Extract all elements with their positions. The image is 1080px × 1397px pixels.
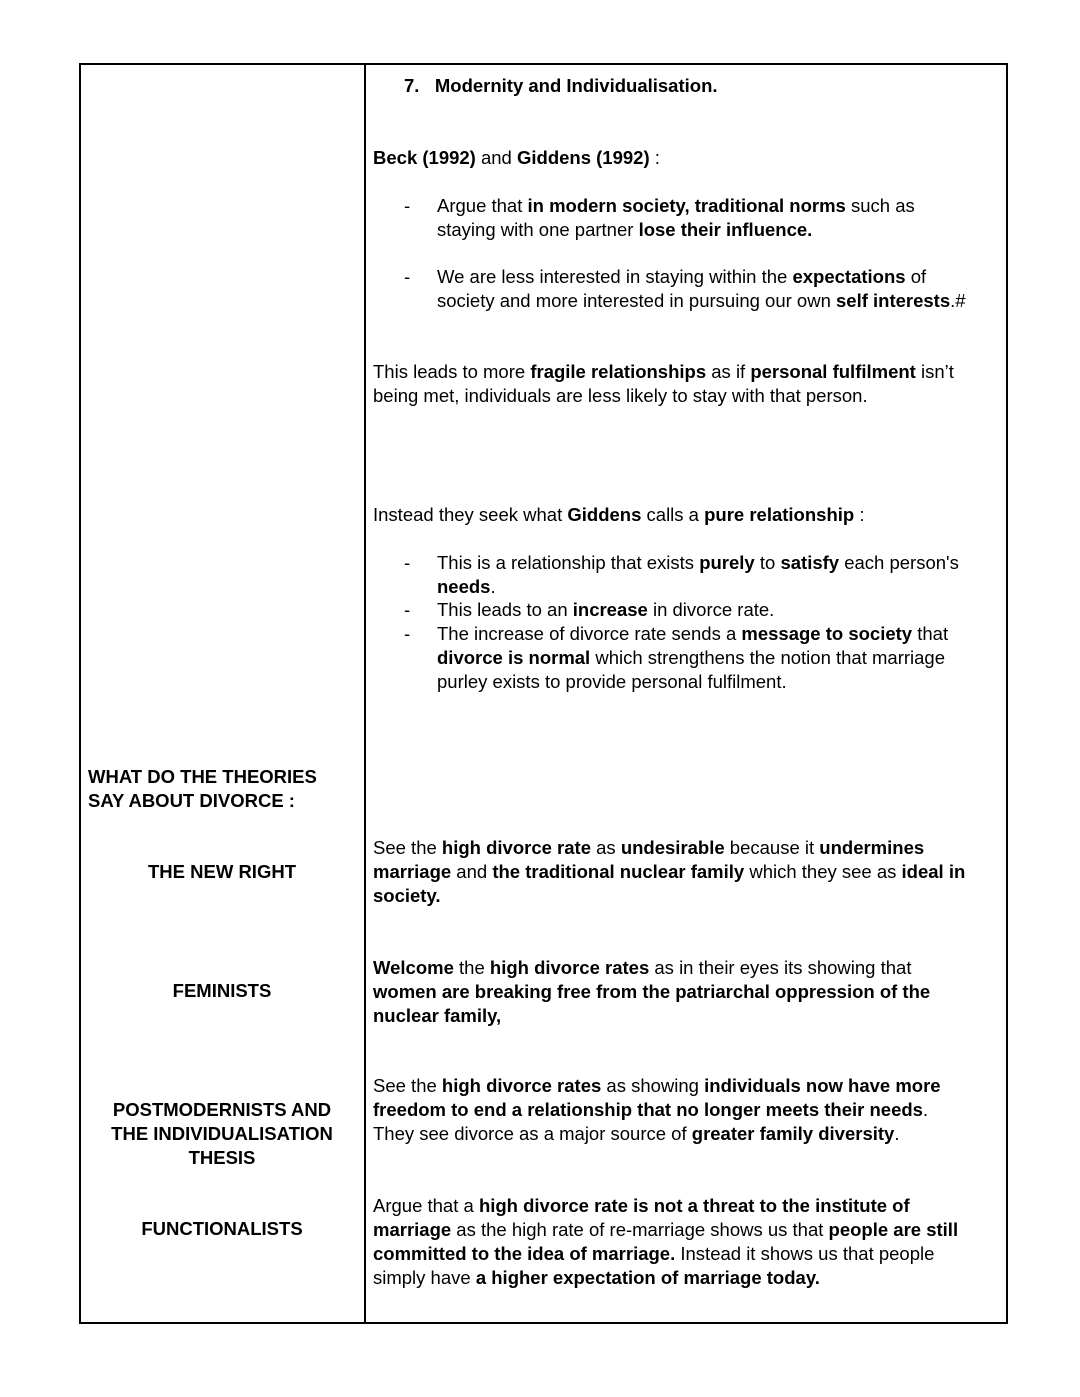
text: high divorce rate is not a threat to the institute of [478, 1195, 910, 1216]
column-divider [364, 65, 366, 1322]
text: divorce is normal [437, 647, 591, 668]
text: This leads to an [437, 599, 573, 620]
text: as in their eyes its showing that [649, 957, 912, 978]
text: calls a [641, 504, 705, 525]
bullet-dash: - [404, 195, 411, 216]
text: lose their influence. [638, 219, 813, 240]
pure-bullet-1-line-1 [437, 551, 959, 575]
text: personal fulfilment [750, 361, 916, 382]
text: pure relationship [704, 504, 855, 525]
text: in modern society, traditional norms [527, 195, 846, 216]
functionalists-line-2 [373, 1218, 958, 1242]
bullet-dash: - [404, 552, 411, 573]
text: simply have [373, 1267, 476, 1288]
text: such as [845, 195, 915, 216]
postmodernists-label-line-3: THESIS [188, 1147, 256, 1168]
text: freedom to end a relationship that no longer meets their needs [373, 1099, 923, 1120]
functionalists-label: FUNCTIONALISTS [141, 1218, 303, 1239]
text: undesirable [620, 837, 725, 858]
postmodernists-line-2 [373, 1098, 928, 1122]
text: that [912, 623, 949, 644]
text: as if [706, 361, 751, 382]
functionalists-line-3 [373, 1242, 934, 1266]
bullet-dash: - [404, 266, 411, 287]
text: which they see as [744, 861, 902, 882]
section-heading [404, 74, 718, 98]
new-right-line-2 [373, 860, 965, 884]
text: See the [373, 1075, 442, 1096]
text: fragile relationships [530, 361, 707, 382]
text: greater family diversity [691, 1123, 895, 1144]
feminists-line-2 [373, 980, 930, 1004]
pure-bullet-3-line-2 [437, 646, 945, 670]
author-giddens: Giddens (1992) [517, 147, 650, 168]
text: to [754, 552, 781, 573]
text: satisfy [780, 552, 840, 573]
author-beck: Beck (1992) [373, 147, 476, 168]
section-title: Modernity and Individualisation. [434, 75, 718, 96]
text: people are still [828, 1219, 959, 1240]
text: high divorce rate [441, 837, 591, 858]
text: .# [950, 290, 966, 311]
text: See the [373, 837, 442, 858]
text: message to society [741, 623, 913, 644]
theories-heading-line-1: WHAT DO THE THEORIES [88, 766, 317, 787]
feminists-line-3 [373, 1004, 501, 1028]
text: Instead it shows us that people [675, 1243, 935, 1264]
text: of [905, 266, 927, 287]
postmodernists-label-line-1: POSTMODERNISTS AND [112, 1099, 332, 1120]
text: staying with one partner [437, 219, 639, 240]
postmodernists-line-3 [373, 1122, 899, 1146]
text: as [591, 837, 621, 858]
text: Argue that a [373, 1195, 479, 1216]
text: society. [373, 885, 441, 906]
section-number: 7. [404, 75, 420, 96]
fragile-paragraph-line-2: being met, individuals are less likely to stay with that person. [373, 385, 868, 406]
text: . [490, 576, 496, 597]
text: We are less interested in staying within the [437, 266, 793, 287]
text: needs [437, 576, 491, 597]
theories-heading-line-2: SAY ABOUT DIVORCE : [88, 790, 295, 811]
authors-line [373, 146, 660, 170]
text: high divorce rates [489, 957, 650, 978]
text: Welcome [373, 957, 454, 978]
text: and [451, 861, 493, 882]
text: Argue that [437, 195, 528, 216]
fragile-paragraph-line-1 [373, 360, 954, 384]
text: because it [724, 837, 820, 858]
argue-bullet-2-line-1 [437, 265, 926, 289]
text: This is a relationship that exists [437, 552, 700, 573]
argue-bullet-1-line-2 [437, 218, 812, 242]
text: as the high rate of re-marriage shows us that [451, 1219, 829, 1240]
text: each person's [839, 552, 959, 573]
new-right-label: THE NEW RIGHT [148, 861, 296, 882]
text: as showing [601, 1075, 705, 1096]
postmodernists-line-1 [373, 1074, 941, 1098]
pure-bullet-3-line-3: purley exists to provide personal fulfilment. [437, 671, 787, 692]
pure-relationship-intro [373, 503, 864, 527]
text: a higher expectation of marriage today. [475, 1267, 820, 1288]
text: in divorce rate. [647, 599, 775, 620]
text: ideal in [901, 861, 966, 882]
postmodernists-label-line-2: THE INDIVIDUALISATION [111, 1123, 333, 1144]
text: expectations [792, 266, 906, 287]
pure-bullet-2 [437, 598, 774, 622]
feminists-line-1 [373, 956, 911, 980]
text: Giddens [567, 504, 642, 525]
argue-bullet-1-line-1 [437, 194, 915, 218]
new-right-line-3 [373, 884, 441, 908]
text: increase [572, 599, 648, 620]
text: : [854, 504, 865, 525]
text: Instead they seek what [373, 504, 568, 525]
text: The increase of divorce rate sends a [437, 623, 742, 644]
text: purely [699, 552, 755, 573]
authors-and: and [475, 147, 517, 168]
pure-bullet-3-line-1 [437, 622, 948, 646]
feminists-label: FEMINISTS [172, 980, 272, 1001]
text: . [894, 1123, 900, 1144]
text: the traditional nuclear family [492, 861, 745, 882]
pure-bullet-1-line-2 [437, 575, 496, 599]
text: nuclear family, [373, 1005, 502, 1026]
text: committed to the idea of marriage. [373, 1243, 676, 1264]
text: which strengthens the notion that marriage [590, 647, 945, 668]
text: This leads to more [373, 361, 531, 382]
text: women are breaking free from the patriarchal oppression of the [373, 981, 931, 1002]
bullet-dash: - [404, 599, 411, 620]
text: isn’t [915, 361, 954, 382]
text: society and more interested in pursuing our own [437, 290, 836, 311]
authors-colon: : [649, 147, 660, 168]
argue-bullet-2-line-2 [437, 289, 966, 313]
text: undermines [819, 837, 925, 858]
text: . [922, 1099, 929, 1120]
functionalists-line-1 [373, 1194, 910, 1218]
text: individuals now have more [704, 1075, 941, 1096]
text: marriage [373, 861, 452, 882]
text: self interests [836, 290, 951, 311]
new-right-line-1 [373, 836, 924, 860]
text: marriage [373, 1219, 452, 1240]
functionalists-line-4 [373, 1266, 820, 1290]
text: the [453, 957, 490, 978]
bullet-dash: - [404, 623, 411, 644]
text: high divorce rates [441, 1075, 602, 1096]
text: They see divorce as a major source of [373, 1123, 692, 1144]
